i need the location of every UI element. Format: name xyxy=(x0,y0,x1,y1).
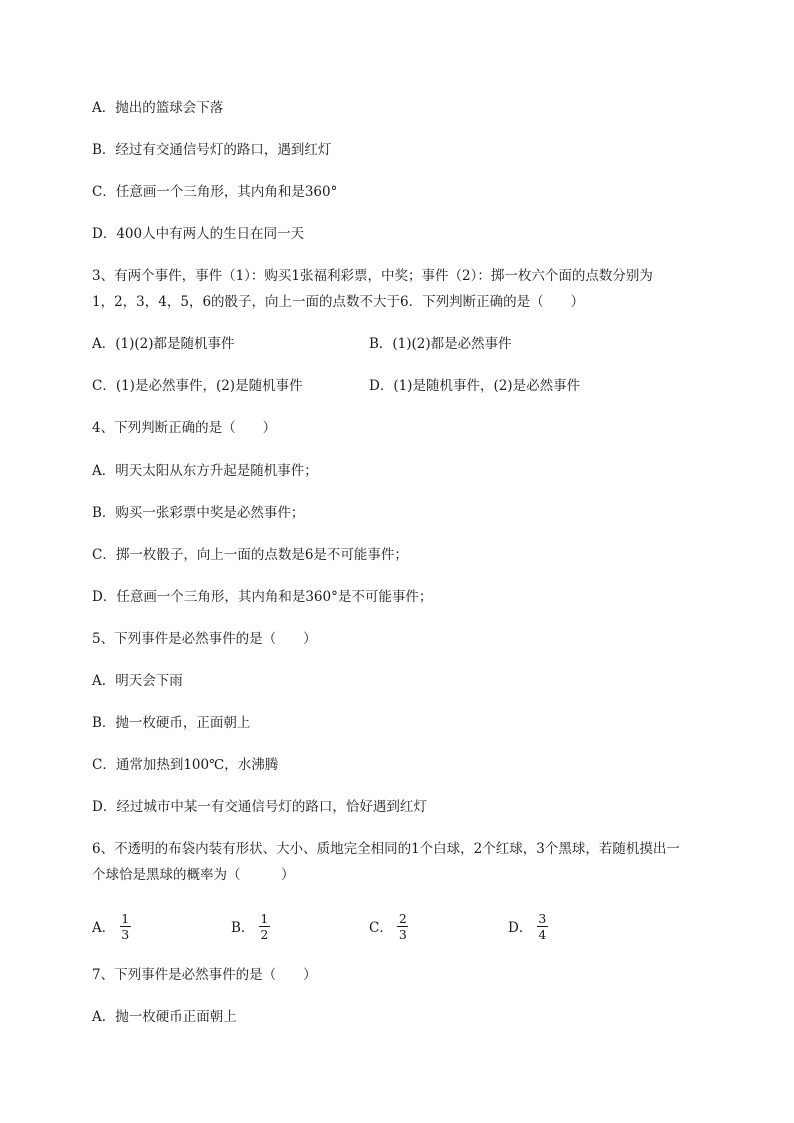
q4-option-b: B．购买一张彩票中奖是必然事件； xyxy=(92,505,305,521)
fraction xyxy=(119,911,131,942)
fraction xyxy=(397,911,409,942)
q6-option-b xyxy=(231,906,270,946)
q5-stem: 5、下列事件是必然事件的是（ ） xyxy=(92,631,317,647)
q5-option-d: D．经过城市中某一有交通信号灯的路口，恰好遇到红灯 xyxy=(92,799,427,815)
numerator: 1 xyxy=(260,910,269,926)
q6-stem-line2: 个球恰是黑球的概率为（ ） xyxy=(92,867,295,883)
q5-option-a: A．明天会下雨 xyxy=(92,673,183,689)
q2-option-d: D．400人中有两人的生日在同一天 xyxy=(92,226,305,242)
fraction xyxy=(536,911,548,942)
q5-option-c: C．通常加热到100℃，水沸腾 xyxy=(92,757,279,773)
q3-option-d: D．(1)是随机事件，(2)是必然事件 xyxy=(369,378,581,394)
q4-option-c: C．掷一枚骰子，向上一面的点数是6是不可能事件； xyxy=(92,547,408,563)
q3-option-b: B．(1)(2)都是必然事件 xyxy=(369,336,512,352)
numerator: 1 xyxy=(121,910,130,926)
q6-option-a xyxy=(92,906,131,946)
q4-option-a: A．明天太阳从东方升起是随机事件； xyxy=(92,463,318,479)
denominator: 3 xyxy=(121,926,130,942)
option-label: C． xyxy=(369,920,393,936)
numerator: 3 xyxy=(538,910,547,926)
q2-option-a: A．抛出的篮球会下落 xyxy=(92,100,224,116)
option-label: B． xyxy=(231,920,255,936)
q2-option-b: B．经过有交通信号灯的路口，遇到红灯 xyxy=(92,142,332,158)
denominator: 4 xyxy=(538,926,547,942)
q4-stem: 4、下列判断正确的是（ ） xyxy=(92,420,277,436)
q6-stem-line1: 6、不透明的布袋内装有形状、大小、质地完全相同的1个白球，2个红球，3个黑球，若随机摸出一 xyxy=(92,841,680,857)
q6-option-c xyxy=(369,906,409,946)
option-label: D． xyxy=(508,920,533,936)
numerator: 2 xyxy=(398,910,407,926)
q6-options xyxy=(0,906,794,946)
q3-option-a: A．(1)(2)都是随机事件 xyxy=(92,336,235,352)
q6-option-d xyxy=(508,906,548,946)
denominator: 2 xyxy=(260,926,269,942)
q7-option-a: A．抛一枚硬币正面朝上 xyxy=(92,1009,237,1025)
q7-stem: 7、下列事件是必然事件的是（ ） xyxy=(92,967,317,983)
q3-stem-line2: 1，2，3，4，5，6的骰子，向上一面的点数不大于6．下列判断正确的是（ ） xyxy=(92,294,585,310)
q3-stem-line1: 3、有两个事件，事件（1）：购买1张福利彩票，中奖；事件（2）：掷一枚六个面的点数分别为 xyxy=(92,268,653,284)
q3-option-c: C．(1)是必然事件，(2)是随机事件 xyxy=(92,378,303,394)
fraction xyxy=(258,911,270,942)
q5-option-b: B．抛一枚硬币，正面朝上 xyxy=(92,715,251,731)
denominator: 3 xyxy=(398,926,407,942)
q4-option-d: D．任意画一个三角形，其内角和是360°是不可能事件； xyxy=(92,589,433,605)
q2-option-c: C．任意画一个三角形，其内角和是360° xyxy=(92,184,338,200)
option-label: A． xyxy=(92,920,116,936)
